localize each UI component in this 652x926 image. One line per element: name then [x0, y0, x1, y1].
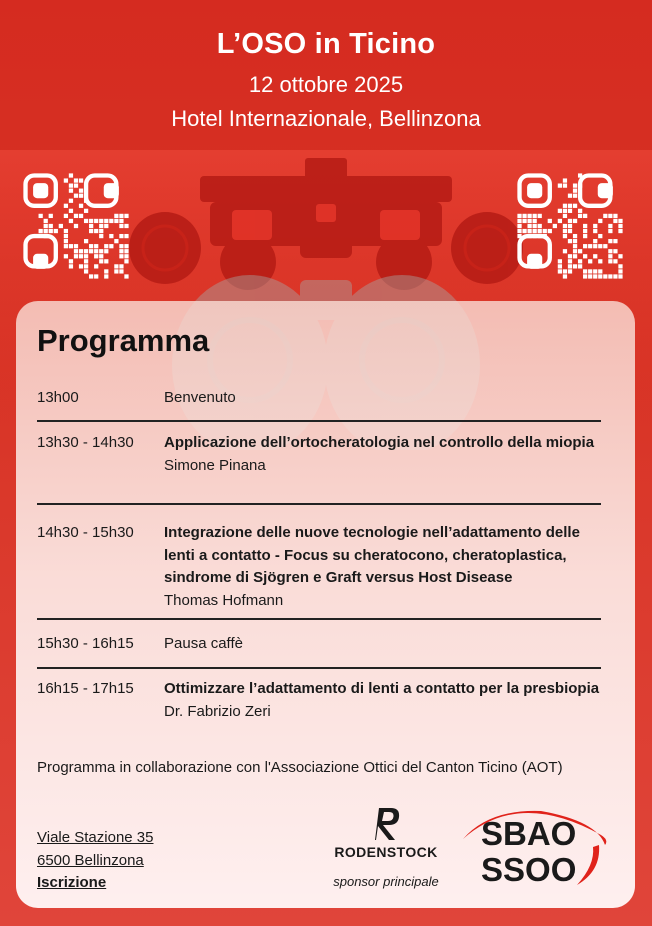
speaker-name: Dr. Fabrizio Zeri [164, 702, 271, 720]
programme-text: Pausa caffè [164, 635, 243, 652]
address-line[interactable]: Viale Stazione 35 [37, 829, 154, 846]
talk-title: Integrazione delle nuove tecnologie nell’adattamento delle lenti a contatto - Focus su cheratocono, cheratoplastica, sindrome di Sjögren e Graft versus Host Disease [164, 524, 580, 586]
programme-time: 16h15 - 17h15 [37, 680, 134, 697]
programme-time: 15h30 - 16h15 [37, 635, 134, 652]
programme-time: 13h00 [37, 389, 79, 406]
sponsor-name: RODENSTOCK [334, 844, 438, 860]
collaboration-note: Programma in collaborazione con l'Associazione Ottici del Canton Ticino (AOT) [37, 759, 563, 776]
event-title: L’OSO in Ticino [216, 28, 436, 60]
talk-title: Applicazione dell’ortocheratologia nel controllo della miopia [164, 434, 595, 451]
logo-text: SSOO [481, 851, 577, 888]
programme-title: Programma [37, 323, 210, 358]
event-venue: Hotel Internazionale, Bellinzona [171, 106, 481, 131]
address-block [37, 827, 153, 895]
sponsor-caption: sponsor principale [333, 874, 439, 889]
programme-card [16, 301, 635, 908]
divider [37, 618, 601, 620]
programme-time: 14h30 - 15h30 [37, 524, 134, 541]
sponsor-block [320, 806, 452, 889]
divider [37, 420, 601, 422]
speaker-name: Thomas Hofmann [164, 591, 284, 609]
divider [37, 503, 601, 505]
event-date: 12 ottobre 2025 [248, 72, 404, 97]
programme-time: 13h30 - 14h30 [37, 434, 134, 451]
talk-title: Ottimizzare l’adattamento di lenti a contatto per la presbiopia [164, 680, 600, 697]
divider [37, 667, 601, 669]
qr-code-icon[interactable] [517, 172, 623, 280]
address-line[interactable]: 6500 Bellinzona [37, 851, 144, 869]
logo-text: SBAO [481, 815, 577, 852]
sbao-ssoo-logo [459, 799, 609, 889]
programme-text: Benvenuto [164, 389, 236, 406]
qr-code-icon[interactable] [23, 172, 129, 280]
rodenstock-r-logo-icon [369, 806, 403, 842]
speaker-name: Simone Pinana [164, 456, 266, 474]
registration-link[interactable]: Iscrizione [37, 874, 107, 891]
